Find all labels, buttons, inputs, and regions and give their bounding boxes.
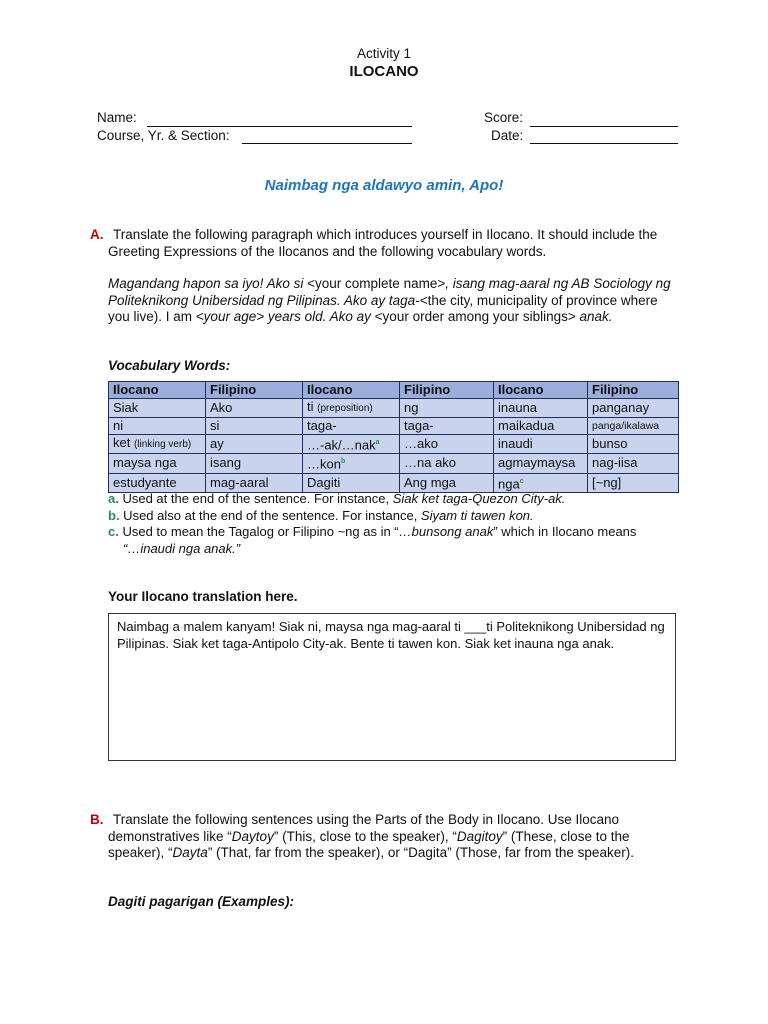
vocab-cell: taga- <box>400 418 494 435</box>
vocab-cell: si <box>206 418 303 435</box>
vocab-cell: panganay <box>588 399 679 418</box>
name-field[interactable] <box>147 126 412 127</box>
vocab-cell: ay <box>206 435 303 454</box>
vocab-cell: mag-aaral <box>206 473 303 492</box>
vocab-cell: …kon$^b$ <box>303 454 400 473</box>
vocab-cell: Ako <box>206 399 303 418</box>
section-b-instruction: Translate the following sentences using the Parts of the Body in Ilocano. Use Ilocano demonstratives like “Daytoy” (This, close to the speaker), “Dagitoy” (These, close to the speaker), “Dayta” (That, far from the speaker), or “Dagita” (Those, far from the speaker). <box>108 812 634 860</box>
vocab-cell: …ako <box>400 435 494 454</box>
vocab-header-row <box>109 382 679 399</box>
examples-heading: Dagiti pagarigan (Examples): <box>108 894 295 909</box>
table-row <box>109 418 679 435</box>
vocab-cell: bunso <box>588 435 679 454</box>
vocab-cell: ng <box>400 399 494 418</box>
translation-textbox[interactable]: Naimbag a malem kanyam! Siak ni, maysa nga mag-aaral ti ___ti Politeknikong Unibersidad ng Pilipinas. Siak ket taga-Antipolo City-ak. Bente ti tawen kon. Siak ket inauna nga anak. <box>108 613 676 761</box>
vocab-cell: inaudi <box>494 435 588 454</box>
name-label: Name: <box>97 110 137 125</box>
greeting: Naimbag nga aldawyo amin, Apo! <box>264 177 504 194</box>
sample-paragraph: Magandang hapon sa iyo! Ako si <your complete name>, isang mag-aaral ng AB Sociology ng Politeknikong Unibersidad ng Pilipinas. Ako ay taga-<the city, municipality of province where you live). I am <your age> years old. Ako ay <your order among your siblings> anak. <box>108 276 671 324</box>
vocab-cell: maikadua <box>494 418 588 435</box>
vocab-cell: taga- <box>303 418 400 435</box>
score-label: Score: <box>484 110 524 125</box>
vocab-cell: ni <box>109 418 206 435</box>
activity-label: Activity 1 <box>356 46 411 61</box>
vocab-cell: …na ako <box>400 454 494 473</box>
course-field[interactable] <box>242 143 412 144</box>
vocab-header: Filipino <box>206 382 303 399</box>
vocab-cell: …-ak/…nak$^a$ <box>303 435 400 454</box>
vocab-cell: [~ng] <box>588 473 679 492</box>
vocab-cell: estudyante <box>109 473 206 492</box>
vocab-header: Ilocano <box>303 382 400 399</box>
vocab-cell: inauna <box>494 399 588 418</box>
vocab-cell: nga$^c$ <box>494 473 588 492</box>
vocab-header: Ilocano <box>494 382 588 399</box>
course-label: Course, Yr. & Section: <box>97 128 230 143</box>
score-field[interactable] <box>530 126 678 127</box>
vocab-cell: Ang mga <box>400 473 494 492</box>
table-row <box>109 435 679 454</box>
vocab-cell: ket (linking verb) <box>109 435 206 454</box>
vocab-cell: agmaymaysa <box>494 454 588 473</box>
vocab-cell: maysa nga <box>109 454 206 473</box>
page-title: ILOCANO <box>349 63 419 80</box>
table-row <box>109 473 679 492</box>
date-field[interactable] <box>530 143 678 144</box>
table-row <box>109 454 679 473</box>
vocab-cell: isang <box>206 454 303 473</box>
vocab-cell: nag-iisa <box>588 454 679 473</box>
table-row <box>109 399 679 418</box>
translation-heading: Your Ilocano translation here. <box>108 589 298 604</box>
vocab-notes <box>108 491 680 557</box>
note-c: c. Used to mean the Tagalog or Filipino ~ng as in “…bunsong anak” which in Ilocano means <box>108 524 637 539</box>
section-a-marker: A. <box>90 227 104 242</box>
note-c-continued: “…inaudi nga anak.” <box>123 540 241 556</box>
vocab-heading: Vocabulary Words: <box>108 358 231 373</box>
section-a-instruction: Translate the following paragraph which introduces yourself in Ilocano. It should include the Greeting Expressions of the Ilocanos and the following vocabulary words. <box>108 227 658 259</box>
vocab-table <box>108 381 679 493</box>
date-label: Date: <box>491 128 524 143</box>
vocab-header: Filipino <box>400 382 494 399</box>
section-b-marker: B. <box>90 812 104 827</box>
vocab-cell: ti (preposition) <box>303 399 400 418</box>
note-a: a. Used at the end of the sentence. For instance, Siak ket taga-Quezon City-ak. <box>108 491 566 506</box>
vocab-cell: Siak <box>109 399 206 418</box>
vocab-header: Ilocano <box>109 382 206 399</box>
vocab-cell: panga/ikalawa <box>588 418 679 435</box>
vocab-header: Filipino <box>588 382 679 399</box>
vocab-cell: Dagiti <box>303 473 400 492</box>
note-b: b. Used also at the end of the sentence. For instance, Siyam ti tawen kon. <box>108 507 534 523</box>
